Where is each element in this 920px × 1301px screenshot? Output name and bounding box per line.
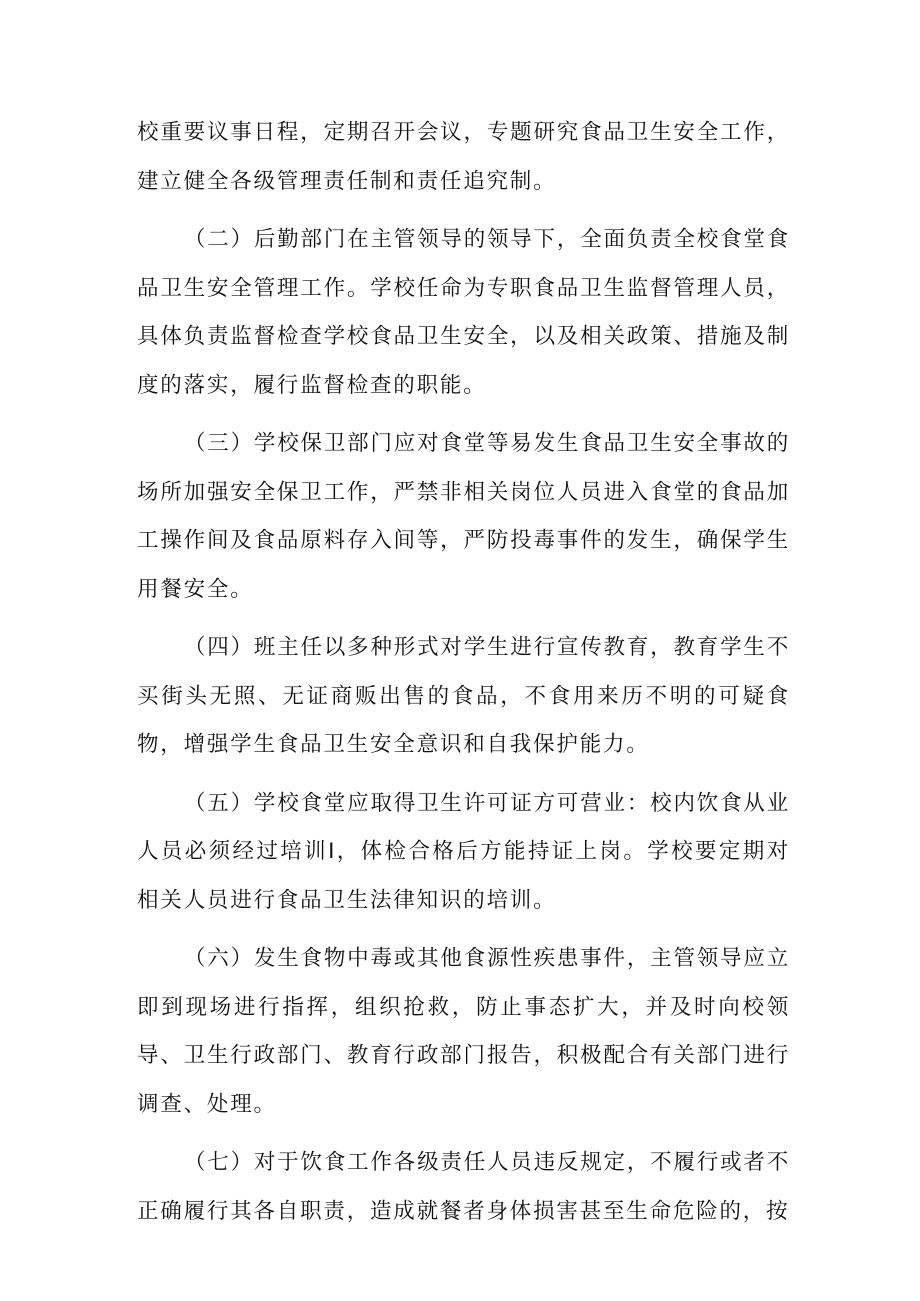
paragraph-5: （五）学校食堂应取得卫生许可证方可营业：校内饮食从业人员必须经过培训I，体检合格后方能持证上岗。学校要定期对相关人员进行食品卫生法律知识的培训。 — [137, 790, 790, 913]
paragraph-6: （六）发生食物中毒或其他食源性疾患事件，主管领导应立即到现场进行指挥，组织抢救，防止事态扩大，并及时向校领导、卫生行政部门、教育行政部门报告，积极配合有关部门进行调查、处理。 — [137, 946, 790, 1117]
document-body — [137, 109, 790, 1246]
paragraph-2: （二）后勤部门在主管领导的领导下，全面负责全校食堂食品卫生安全管理工作。学校任命为专职食品卫生监督管理人员，具体负责监督检查学校食品卫生安全，以及相关政策、措施及制度的落实，履行监督检查的职能。 — [137, 227, 790, 398]
paragraph-7: （七）对于饮食工作各级责任人员违反规定，不履行或者不正确履行其各自职责，造成就餐者身体损害甚至生命危险的，按 — [137, 1150, 790, 1224]
paragraph-4: （四）班主任以多种形式对学生进行宣传教育，教育学生不买街头无照、无证商贩出售的食品，不食用来历不明的可疑食物，增强学生食品卫生安全意识和自我保护能力。 — [137, 635, 790, 757]
paragraph-continued: 校重要议事日程，定期召开会议，专题研究食品卫生安全工作，建立健全各级管理责任制和责任追究制。 — [137, 120, 790, 194]
paragraph-3: （三）学校保卫部门应对食堂等易发生食品卫生安全事故的场所加强安全保卫工作，严禁非相关岗位人员进入食堂的食品加工操作间及食品原料存入间等，严防投毒事件的发生，确保学生用餐安全。 — [137, 431, 790, 602]
